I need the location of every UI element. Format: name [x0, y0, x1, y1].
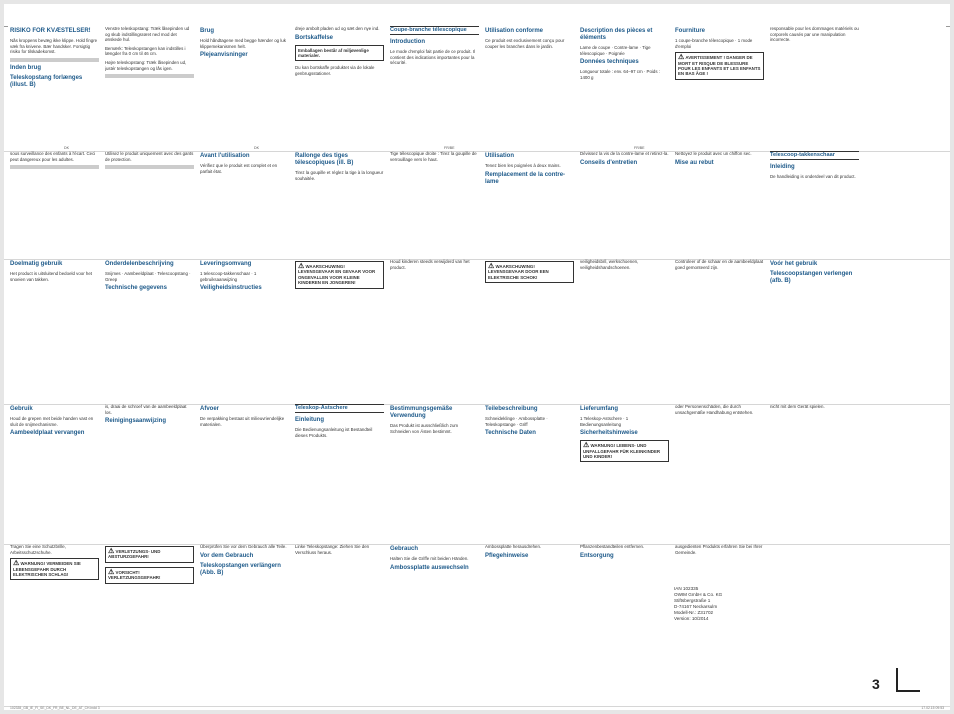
page-col-7: Description des pièces et éléments Lame de coupe · Contre-lame · Tige télescopique · Poignée Données techniques Longueur totale : env. 64–97 cm · Poids : 1400 g: [580, 26, 669, 151]
page-col-8: oder Personenschäden, die durch unsachgemäße Handhabung entstehen.: [675, 404, 754, 415]
page-col-9: [770, 259, 859, 404]
section-heading: Pflegehinweise: [485, 552, 529, 559]
page-col-1: Doelmatig gebruik Het product is uitsluitend bedoeld voor het snoeien van takken.: [10, 259, 99, 404]
page-col-6: [485, 259, 574, 404]
section-heading: Onderdelenbeschrijving: [105, 261, 174, 267]
page-col-2: Utilisez le produit uniquement avec des gants de protection.: [105, 151, 194, 259]
section-heading: Aambeeldplaat vervangen: [10, 430, 85, 437]
page-row-3: [4, 259, 950, 405]
corner-logo-icon: [896, 668, 920, 692]
warning-box: ⚠ AVERTISSEMENT ! DANGER DE MORT ET RISQUE DE BLESSURE POUR LES ENFANTS ET LES ENFANTS EN BAS ÂGE !: [675, 52, 764, 80]
page-col-6: Utilisation Tenez bien les poignées à deux mains. Remplacement de la contre-lame: [485, 151, 574, 259]
section-heading: Remplacement de la contre-lame: [485, 171, 566, 185]
page-col-2: is, draai de schroef van de aambeeldplaat los. Reinigingsaanwijzing: [105, 404, 194, 544]
page-col-4: Linke Teleskopstange: Ziehen Sie den Verschluss heraus.: [295, 544, 370, 555]
section-heading: Plejeanvisninger: [200, 52, 248, 59]
page-col-4: dreje ambolt pladen ud og sæt den nye ind. Bortskaffelse Emballagen består af miljøvenlige materialer. Du kan bortskaffe produktet via de lokale genbrugsstationer.: [295, 26, 384, 151]
section-heading: Bestimmungsgemäße Verwendung: [390, 406, 453, 419]
page-col-8: Controleer of de schaar en de aambeeldplaat goed gemonteerd zijn.: [675, 259, 764, 270]
section-heading: Technische gegevens: [105, 285, 167, 292]
section-heading: Teleskopstangen verlängern (Abb. B): [200, 562, 281, 576]
page-col-6: Ambossplatte herausdrehen. Pflegehinweise: [485, 544, 574, 706]
section-heading: Einleitung: [295, 417, 324, 423]
page-col-1: sous surveillance des enfants à l'écart. Ceci peut dangereux pour les adultes.: [10, 151, 99, 259]
warning-box: ⚠ VERLETZUNGS- UND ABSTURZGEFAHR!: [105, 546, 194, 563]
page-col-7: Pflanzenbestandteilen entfernen. Entsorgung: [580, 544, 669, 706]
page-col-1: Tragen Sie eine Schutzbrille, Arbeitsschutzschuhe. ⚠ WARNUNG! VERMEIDEN SIE LEBENSGEFAHR DURCH ELEKTRISCHEN SCHLAG!: [10, 544, 99, 706]
page-code: DK: [254, 146, 259, 150]
warning-box: ⚠ WAARSCHUWING! LEVENSGEVAAR EN GEVAAR VOOR ONGEVALLEN VOOR KLEINE KINDEREN EN JONGEREN!: [295, 261, 384, 289]
page-col-3: Überprüfen Sie vor dem Gebrauch alle Teile. Vor dem Gebrauch Teleskopstangen verlängern (Abb. B): [200, 544, 289, 706]
section-heading: Bortskaffelse: [295, 34, 334, 41]
page-col-5: Houd kinderen steeds verwijderd van het product.: [390, 259, 470, 270]
section-heading: Vor dem Gebrauch: [200, 552, 254, 559]
page-col-6: Teilebeschreibung Schneideklinge · Ambossplatte · Teleskopstange · Griff Technische Daten: [485, 404, 574, 544]
page-col-6: Utilisation conforme Ce produit est exclusivement conçu pour couper les branches dans le jardin.: [485, 26, 574, 151]
page-col-9: Telescoop-takkenschaar Inleiding De handleiding is onderdeel van dit product.: [770, 151, 859, 259]
section-heading: Afvoer: [200, 406, 220, 412]
section-heading: Brug: [200, 28, 214, 34]
page-row-1: [4, 26, 950, 152]
page-col-2: Venstre teleskopstang: Træk låsepinden ud og skub indstillingsrøret ned mod det ønskede hul. Bemærk: Teleskopstangen kan indstilles i længder fra 0 cm til 46 cm. Højre teleskopstang: Træk låsepinden ud, justér teleskopstangen og lås igen.: [105, 26, 194, 151]
section-heading: Fourniture: [675, 28, 705, 34]
manufacturer-address: IAN 102335 OWIM GmbH & Co. KG Stiftsbergstraße 1 D-74167 Neckarsulm Modell-Nr.: Z31702 Version: 10/2014: [674, 586, 723, 621]
page-col-8: Nettoyez le produit avec un chiffon sec. Mise au rebut: [675, 151, 764, 259]
page-col-1: Gebruik Houd de grepen met beide handen vast en sluit de snijmechanisme. Aambeeldplaat vervangen: [10, 404, 99, 544]
section-heading: Gebruik: [10, 406, 33, 412]
section-heading: Utilisation: [485, 153, 515, 159]
section-heading: Voór het gebruik: [770, 261, 818, 267]
section-heading: Avant l'utilisation: [200, 153, 250, 159]
page-col-7: veiligheidsbril, werkschoenen, veiligheidshandschoenen.: [580, 259, 639, 270]
section-heading: Leveringsomvang: [200, 261, 252, 267]
page-col-7: Lieferumfang 1 Teleskop-Astschere · 1 Bedienungsanleitung Sicherheitshinweise ⚠ WARNUNG! LEBENS- UND UNFALLGEFAHR FÜR KLEINKINDER UND KINDER!: [580, 404, 669, 544]
product-title: Telescoop-takkenschaar: [770, 151, 859, 160]
section-heading: Veiligheidsinstructies: [200, 285, 262, 292]
section-heading: Technische Daten: [485, 430, 536, 437]
section-heading: Sicherheitshinweise: [580, 430, 638, 437]
warning-box: ⚠ WARNUNG! VERMEIDEN SIE LEBENSGEFAHR DURCH ELEKTRISCHEN SCHLAG!: [10, 558, 99, 580]
page-col-8: Fourniture 1 coupe-branche télescopique · 1 mode d'emploi ⚠ AVERTISSEMENT ! DANGER DE MORT ET RISQUE DE BLESSURE POUR LES ENFANTS ET LES ENFANTS EN BAS ÂGE !: [675, 26, 764, 151]
section-heading: Telescoopstangen verlengen (afb. B): [770, 271, 853, 284]
page-col-5: Bestimmungsgemäße Verwendung Das Produkt ist ausschließlich zum Schneiden von Ästen bestimmt.: [390, 404, 479, 544]
section-heading: Teilebeschreibung: [485, 406, 538, 412]
section-heading: Utilisation conforme: [485, 28, 544, 34]
page-col-9: nicht mit dem Gerät spielen.: [770, 404, 825, 409]
warning-box: ⚠ WAARSCHUWING! LEVENSGEVAAR DOOR EEN ELEKTRISCHE SCHOK!: [485, 261, 574, 283]
page-col-1: RISIKO FOR KVÆSTELSER! Nås kroppens bevæg ikke klippe. Hold fingre væk fra knivene. Bær handsker. Forsigtig risiko for tilskadekomst. Inden brug Teleskopstang forlænges (illust. B): [10, 28, 98, 88]
page-col-3: Afvoer De verpakking bestaat uit milieuvriendelijke materialen.: [200, 404, 289, 544]
section-heading: Ambossplatte auswechseln: [390, 564, 469, 571]
warning-box: ⚠ WARNUNG! LEBENS- UND UNFALLGEFAHR FÜR KLEINKINDER UND KINDER!: [580, 440, 669, 462]
footer-filename: 102335_GB_IE_FI_SE_DK_FR_BE_NL_DE_AT_CH.indd 3: [10, 706, 100, 710]
section-heading: Doelmatig gebruik: [10, 261, 63, 267]
page-col-9: responsable pour les dommages matériels ou corporels causés par une manipulation incorrecte.: [770, 26, 859, 43]
page-code: FR/BE: [634, 146, 645, 150]
page-col-4: Teleskop-Astschere Einleitung Die Bedienungsanleitung ist Bestandteil dieses Produkts.: [295, 404, 384, 544]
section-heading: Description des pièces et éléments: [580, 28, 653, 41]
page-col-3: Avant l'utilisation Vérifiez que le produit est complet et en parfait état.: [200, 151, 289, 259]
page-col-5: Coupe-branche télescopique Introduction Le mode d'emploi fait partie de ce produit. Il contient des indications importantes pour la sécurité.: [390, 26, 479, 151]
section-heading: Introduction: [390, 39, 425, 45]
section-heading: Teleskopstang forlænges (illust. B): [10, 74, 83, 88]
section-heading: Inden brug: [10, 64, 41, 71]
section-heading: Mise au rebut: [675, 159, 714, 166]
section-heading: Conseils d'entretien: [580, 159, 638, 166]
page-row-2: [4, 151, 950, 260]
section-heading: Entsorgung: [580, 552, 614, 559]
page-col-2: [105, 544, 194, 706]
page-col-3: Leveringsomvang 1 telescoop-takkenschaar · 1 gebruiksaanwijzing Veiligheidsinstructies: [200, 259, 289, 404]
page-code: DK: [64, 146, 69, 150]
info-box: Emballagen består af miljøvenlige materialer.: [295, 45, 384, 62]
product-title: Coupe-branche télescopique: [390, 26, 479, 35]
page-row-4: [4, 404, 950, 545]
section-heading: Reinigingsaanwijzing: [105, 418, 167, 425]
page-col-5: Gebrauch Halten Sie die Griffe mit beiden Händen. Ambossplatte auswechseln: [390, 544, 479, 706]
footer-timestamp: 17.02.15 09:53: [921, 706, 944, 710]
page-row-5: [4, 544, 950, 707]
product-title: Teleskop-Astschere: [295, 404, 384, 413]
page-col-5: Tige télescopique droite : Tirez la goupille de verrouillage vers le haut.: [390, 151, 477, 162]
section-heading: Rallonge des tiges télescopiques (ill. B): [295, 153, 354, 166]
page-col-2: Onderdelenbeschrijving Snijmes · Aambeeldplaat · Telescoopstang · Greep Technische gegevens: [105, 259, 194, 404]
page-col-7: Dévissez la vis de la contre-lame et retirez-la. Conseils d'entretien: [580, 151, 669, 166]
manual-sheet: [4, 4, 950, 710]
page-col-8: ausgedienten Produkts erfahren Sie bei Ihrer Gemeinde.: [675, 544, 763, 555]
page-col-4: Rallonge des tiges télescopiques (ill. B) Tirez la goupille et réglez la tige à la longueur souhaitée.: [295, 153, 384, 181]
page-col-4: [295, 259, 384, 404]
warning-box: ⚠ VORSICHT! VERLETZUNGSGEFAHR!: [105, 567, 194, 584]
section-heading: Données techniques: [580, 59, 639, 66]
page-number: 3: [872, 676, 880, 692]
section-heading: Lieferumfang: [580, 406, 619, 412]
section-heading: Inleiding: [770, 164, 795, 170]
page-col-3: Brug Hold håndtagene med begge hænder og luk klippemekanismen helt. Plejeanvisninger: [200, 26, 289, 151]
section-heading: Gebrauch: [390, 546, 419, 552]
page-code: FR/BE: [444, 146, 455, 150]
section-heading: RISIKO FOR KVÆSTELSER!: [10, 28, 91, 34]
